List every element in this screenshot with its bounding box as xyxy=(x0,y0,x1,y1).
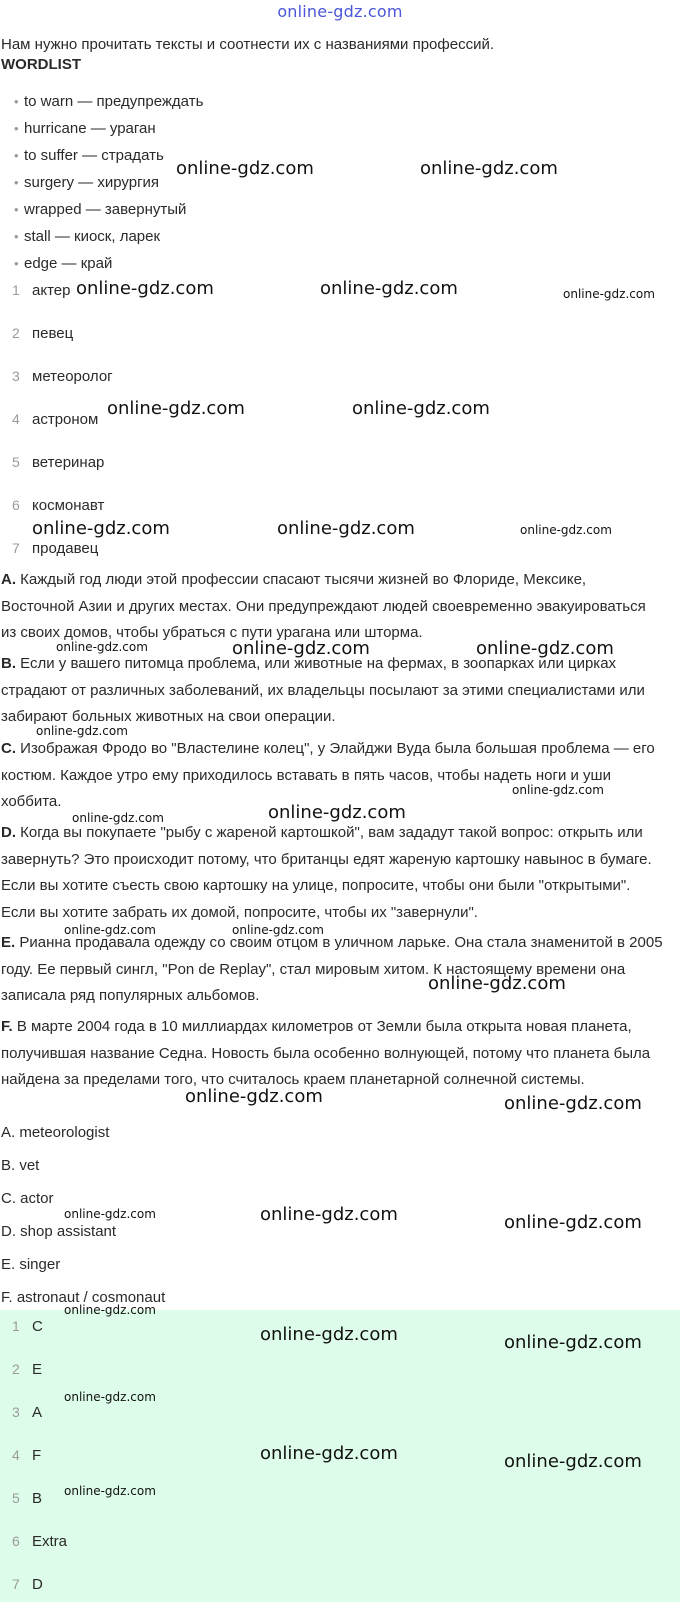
wordlist-item: • hurricane — ураган xyxy=(14,120,156,137)
watermark: online-gdz.com xyxy=(504,1332,642,1353)
profession-ru-item: 7 продавец xyxy=(12,540,99,557)
watermark: online-gdz.com xyxy=(260,1204,398,1225)
watermark: online-gdz.com xyxy=(520,523,612,537)
text-paragraph-c: C. Изображая Фродо во "Властелине колец", у Элайджи Вуда была большая проблема — его костюм. Каждое утро ему приходилось вставать в пять часов, чтобы надеть ноги и уши хоббита. xyxy=(1,740,655,810)
site-header-watermark: online-gdz.com xyxy=(277,2,403,21)
watermark: online-gdz.com xyxy=(64,1207,156,1221)
watermark: online-gdz.com xyxy=(352,398,490,419)
profession-ru-item: 4 астроном xyxy=(12,411,99,428)
bullet-icon: • xyxy=(14,148,19,163)
watermark: online-gdz.com xyxy=(176,158,314,179)
profession-en-item: F. astronaut / cosmonaut xyxy=(1,1289,166,1306)
wordlist-item: • to suffer — страдать xyxy=(14,147,164,164)
watermark: online-gdz.com xyxy=(185,1086,323,1107)
answer-item: 4 F xyxy=(12,1447,42,1464)
watermark: online-gdz.com xyxy=(504,1451,642,1472)
wordlist-item: • wrapped — завернутый xyxy=(14,201,187,218)
answers-panel xyxy=(0,1310,680,1602)
watermark: online-gdz.com xyxy=(504,1212,642,1233)
text-paragraph-b: B. Если у вашего питомца проблема, или животные на фермах, в зоопарках или цирках страдают от различных заболеваний, их владельцы посылают за этими специалистами или забирают больных животных на свои операции. xyxy=(1,655,645,725)
profession-ru-item: 2 певец xyxy=(12,325,74,342)
watermark: online-gdz.com xyxy=(76,278,214,299)
answer-item: 7 D xyxy=(12,1576,43,1593)
profession-en-item: A. meteorologist xyxy=(1,1124,110,1141)
watermark: online-gdz.com xyxy=(277,518,415,539)
profession-en-item: C. actor xyxy=(1,1190,54,1207)
answer-item: 6 Extra xyxy=(12,1533,68,1550)
watermark: online-gdz.com xyxy=(476,638,614,659)
watermark: online-gdz.com xyxy=(428,973,566,994)
profession-ru-item: 1 актер xyxy=(12,282,71,299)
profession-ru-item: 6 космонавт xyxy=(12,497,105,514)
wordlist-item: • stall — киоск, ларек xyxy=(14,228,161,245)
answer-item: 1 C xyxy=(12,1318,43,1335)
watermark: online-gdz.com xyxy=(56,640,148,654)
watermark: online-gdz.com xyxy=(107,398,245,419)
text-paragraph-a: A. Каждый год люди этой профессии спасают тысячи жизней во Флориде, Мексике, Восточной Азии и других местах. Они предупреждают людей своевременно эвакуироваться из своих домов, чтобы убраться с пути урагана или шторма. xyxy=(1,571,646,641)
watermark: online-gdz.com xyxy=(563,287,655,301)
wordlist-item: • surgery — хирургия xyxy=(14,174,160,191)
bullet-icon: • xyxy=(14,229,19,244)
bullet-icon: • xyxy=(14,121,19,136)
watermark: online-gdz.com xyxy=(504,1093,642,1114)
watermark: online-gdz.com xyxy=(268,802,406,823)
bullet-icon: • xyxy=(14,94,19,109)
watermark: online-gdz.com xyxy=(64,1484,156,1498)
bullet-icon: • xyxy=(14,202,19,217)
watermark: online-gdz.com xyxy=(260,1324,398,1345)
wordlist-item: • to warn — предупреждать xyxy=(14,93,204,110)
watermark: online-gdz.com xyxy=(512,783,604,797)
bullet-icon: • xyxy=(14,175,19,190)
profession-en-item: D. shop assistant xyxy=(1,1223,117,1240)
profession-ru-item: 3 метеоролог xyxy=(12,368,113,385)
wordlist-item: • edge — край xyxy=(14,255,113,272)
watermark: online-gdz.com xyxy=(232,923,324,937)
watermark: online-gdz.com xyxy=(32,518,170,539)
text-paragraph-d: D. Когда вы покупаете "рыбу с жареной картошкой", вам зададут такой вопрос: открыть или завернуть? Это происходит потому, что британцы едят жареную картошку навынос в бумаге. Если вы хотите съесть свою картошку на улице, попросите, чтобы они были "открытыми". Если вы хотите забрать их домой, попросите, чтобы их "завернули". xyxy=(1,824,652,921)
text-paragraph-e: E. Рианна продавала одежду со своим отцом в уличном ларьке. Она стала знаменитой в 2005 году. Ее первый сингл, "Pon de Replay", стал мировым хитом. К настоящему времени она записала ряд популярных альбомов. xyxy=(1,934,663,1004)
profession-en-item: B. vet xyxy=(1,1157,40,1174)
watermark: online-gdz.com xyxy=(260,1443,398,1464)
bullet-icon: • xyxy=(14,256,19,271)
watermark: online-gdz.com xyxy=(232,638,370,659)
answer-item: 3 A xyxy=(12,1404,43,1421)
watermark: online-gdz.com xyxy=(72,811,164,825)
text-paragraph-f: F. В марте 2004 года в 10 миллиардах километров от Земли была открыта новая планета, получившая название Седна. Новость была особенно волнующей, потому что планета была найдена за пределами того, что считалось краем планетарной солнечной системы. xyxy=(1,1018,651,1088)
watermark: online-gdz.com xyxy=(64,1390,156,1404)
profession-ru-item: 5 ветеринар xyxy=(12,454,105,471)
answer-item: 2 E xyxy=(12,1361,43,1378)
watermark: online-gdz.com xyxy=(420,158,558,179)
profession-en-item: E. singer xyxy=(1,1256,61,1273)
intro-text: Нам нужно прочитать тексты и соотнести их с названиями профессий. xyxy=(1,36,495,53)
watermark: online-gdz.com xyxy=(64,923,156,937)
watermark: online-gdz.com xyxy=(64,1303,156,1317)
answer-item: 5 B xyxy=(12,1490,43,1507)
watermark: online-gdz.com xyxy=(320,278,458,299)
watermark: online-gdz.com xyxy=(36,724,128,738)
wordlist-heading: WORDLIST xyxy=(1,56,81,73)
